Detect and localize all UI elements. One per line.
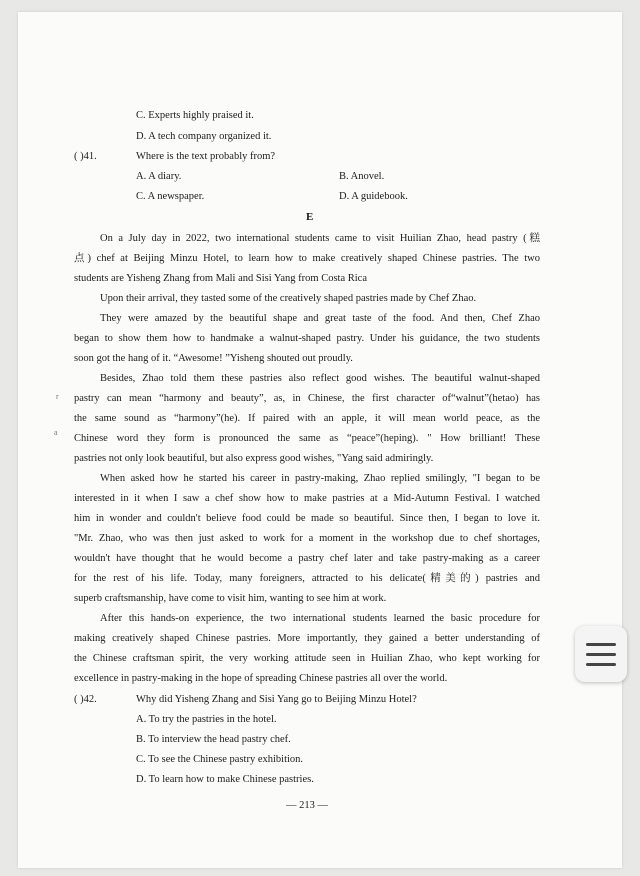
hamburger-icon [586, 653, 616, 656]
menu-button[interactable] [575, 626, 627, 682]
passage-line: for the rest of his life. Today, many foreigners, attracted to his delicate(精美的) pastries and [74, 573, 540, 584]
passage-line: They were amazed by the beautiful shape and great taste of the food. And then, Chef Zhao [100, 313, 540, 324]
passage-line: students are Yisheng Zhang from Mali and Sisi Yang from Costa Rica [74, 273, 367, 284]
passage-line: Chinese word they form is pronounced the same as “peace”(heping). " How brilliant! These [74, 433, 540, 444]
q41-option-d: D. A guidebook. [339, 191, 408, 202]
q40-option-d: D. A tech company organized it. [136, 131, 272, 142]
passage-line: On a July day in 2022, two international students came to visit Huilian Zhao, head pastry (糕 [100, 233, 540, 244]
passage-line: began to show them how to handmake a walnut-shaped pastry. Under his guidance, the two students [74, 333, 540, 344]
passage-line: interested in it when I saw a chef show how to make pastries at a Mid-Autumn Festival. I watched [74, 493, 540, 504]
passage-line: pastries not only look beautiful, but also express good wishes, "Yang said admiringly. [74, 453, 434, 464]
passage [74, 229, 540, 689]
passage-line: the same sound as “harmony”(he). If paired with an apple, it will mean world peace, as the [74, 413, 540, 424]
q40-option-c: C. Experts highly praised it. [136, 110, 254, 121]
q42-option-a: A. To try the pastries in the hotel. [136, 714, 277, 725]
q41-question: Where is the text probably from? [136, 151, 276, 162]
passage-line: wouldn't have thought that he would become a pastry chef later and take pastry-making as a career [74, 553, 540, 564]
q42-option-d: D. To learn how to make Chinese pastries. [136, 774, 314, 785]
passage-line: making creatively shaped Chinese pastries. More importantly, they gained a better understanding of [74, 633, 540, 644]
section-title: E [306, 211, 314, 223]
q41-option-a: A. A diary. [136, 171, 182, 182]
q42-option-b: B. To interview the head pastry chef. [136, 734, 291, 745]
hamburger-icon [586, 663, 616, 666]
passage-line: soon got the hang of it. “Awesome! ”Yisheng shouted out proudly. [74, 353, 353, 364]
passage-line: the Chinese craftsman spirit, the very working attitude seen in Huilian Zhao, who kept working for [74, 653, 540, 664]
q42-option-c: C. To see the Chinese pastry exhibition. [136, 754, 304, 765]
passage-line: excellence in pastry-making in the hope of spreading Chinese pastries all over the world. [74, 673, 448, 684]
page-number: — 213 — [286, 800, 328, 811]
margin-mark: r [56, 392, 59, 401]
passage-line: him in wonder and couldn't believe food could be made so beautiful. Since then, I began to love it. [74, 513, 540, 524]
passage-line: After this hands-on experience, the two international students learned the basic procedure for [100, 613, 540, 624]
q42-question: Why did Yisheng Zhang and Sisi Yang go to Beijing Minzu Hotel? [136, 694, 417, 705]
passage-line: superb craftsmanship, have come to visit him, wanting to see him at work. [74, 593, 387, 604]
q41-option-b: B. Anovel. [339, 171, 385, 182]
passage-line: 点) chef at Beijing Minzu Hotel, to learn how to make creatively shaped Chinese pastries. The two [74, 253, 540, 264]
passage-line: Upon their arrival, they tasted some of the creatively shaped pastries made by Chef Zhao. [100, 293, 477, 304]
hamburger-icon [586, 643, 616, 646]
passage-line: Besides, Zhao told them these pastries also reflect good wishes. The beautiful walnut-shaped [100, 373, 540, 384]
passage-line: When asked how he started his career in pastry-making, Zhao replied smilingly, "I began to be [100, 473, 540, 484]
q41-option-c: C. A newspaper. [136, 191, 205, 202]
passage-line: pastry can mean “harmony and beauty”, as, in Chinese, the first character of“walnut”(hetao) has [74, 393, 540, 404]
q41-bracket: ( )41. [74, 151, 97, 162]
q42-bracket: ( )42. [74, 694, 97, 705]
margin-mark: a [54, 428, 58, 437]
passage-line: "Mr. Zhao, who was then just asked to work for a moment in the workshop due to chef shortages, [74, 533, 540, 544]
